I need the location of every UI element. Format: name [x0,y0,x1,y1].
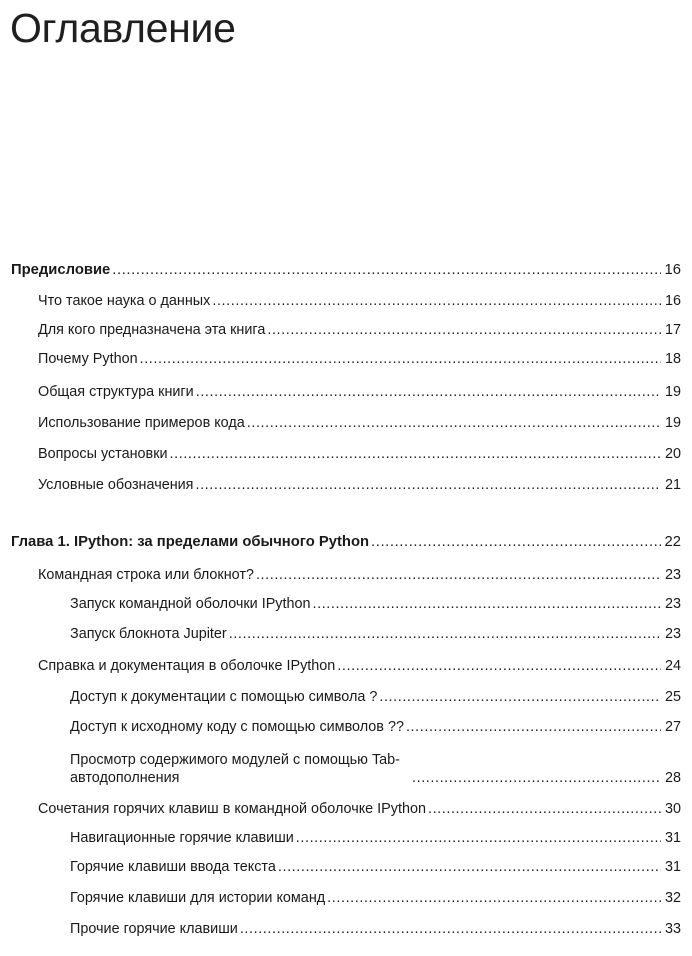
toc-entry [38,657,681,675]
toc-entry-page-number: 21 [664,477,681,493]
toc-entry-label: Прочие горячие клавиши [70,921,238,937]
toc-dot-leader [278,858,661,876]
toc-entry [38,800,681,818]
toc-entry-label: Условные обозначения [38,477,194,493]
toc-entry-label: Доступ к документации с помощью символа ? [70,689,378,705]
toc-entry [70,718,681,736]
toc-dot-leader [337,657,661,675]
toc-entry [38,350,681,368]
toc-entry-page-number: 22 [664,534,681,550]
toc-entry-label: Для кого предназначена эта книга [38,322,266,338]
toc-entry-page-number: 19 [664,415,681,431]
toc-entry [70,688,681,706]
toc-entry-label: Командная строка или блокнот? [38,567,254,583]
toc-dot-leader [256,566,661,584]
toc-entry [70,858,681,876]
toc-entry-label: Вопросы установки [38,446,168,462]
page-title: Оглавление [10,5,236,51]
toc-entry [70,595,681,613]
toc-entry-label: Предисловие [11,262,111,278]
toc-dot-leader [112,261,661,279]
toc-dot-leader [296,829,661,847]
toc-entry-page-number: 16 [664,293,681,309]
toc-dot-leader [428,800,661,818]
toc-entry [11,261,681,279]
toc-entry [11,533,681,551]
toc-entry [70,889,681,907]
toc-entry-page-number: 25 [664,689,681,705]
toc-dot-leader [371,533,661,551]
toc-dot-leader [327,889,661,907]
toc-dot-leader [313,595,661,613]
toc-entry [70,625,681,643]
toc-entry-label: Доступ к исходному коду с помощью символов ?? [70,719,404,735]
toc-entry-page-number: 16 [664,262,681,278]
toc-entry-label: Горячие клавиши для истории команд [70,890,326,906]
toc-dot-leader [140,350,661,368]
toc-entry-page-number: 30 [664,801,681,817]
toc-dot-leader [247,414,661,432]
toc-entry-label: Общая структура книги [38,384,194,400]
toc-entry-page-number: 18 [664,351,681,367]
toc-entry-page-number: 27 [664,719,681,735]
toc-entry [70,829,681,847]
toc-entry-page-number: 32 [664,890,681,906]
toc-entry-label: Что такое наука о данных [38,293,211,309]
toc-entry-page-number: 24 [664,658,681,674]
toc-entry-label: Запуск блокнота Jupiter [70,626,227,642]
toc-entry-page-number: 23 [664,596,681,612]
toc-entry-page-number: 23 [664,626,681,642]
toc-dot-leader [379,688,661,706]
toc-entry-label: Глава 1. IPython: за пределами обычного Python [11,534,370,550]
toc-entry [38,445,681,463]
toc-entry [38,292,681,310]
toc-entry-page-number: 20 [664,446,681,462]
toc-entry-page-number: 31 [664,830,681,846]
toc-entry [38,383,681,401]
toc-entry [38,414,681,432]
toc-entry [38,321,681,339]
toc-entry-label: Справка и документация в оболочке IPython [38,658,336,674]
toc-dot-leader [170,445,661,463]
toc-entry-label: Сочетания горячих клавиш в командной оболочке IPython [38,801,426,817]
toc-entry-page-number: 31 [664,859,681,875]
toc-entry-page-number: 33 [664,921,681,937]
toc-entry-label: Горячие клавиши ввода текста [70,859,276,875]
toc-entry-label: Навигационные горячие клавиши [70,830,294,846]
toc-entry-page-number: 17 [664,322,681,338]
toc-dot-leader [195,476,661,494]
toc-dot-leader [267,321,661,339]
toc-dot-leader [212,292,661,310]
toc-entry [38,476,681,494]
toc-entry [38,566,681,584]
toc-entry-page-number: 28 [664,770,681,786]
toc-dot-leader [406,718,661,736]
toc-dot-leader [240,920,661,938]
toc-entry-label: Почему Python [38,351,138,367]
toc-entry [70,920,681,938]
toc-entry-page-number: 23 [664,567,681,583]
toc-entry-label: Запуск командной оболочки IPython [70,596,311,612]
toc-entry [70,751,681,787]
toc-dot-leader [412,769,661,787]
toc-entry-label: Просмотр содержимого модулей с помощью Tab-автодополнения [70,752,400,786]
toc-dot-leader [196,383,661,401]
toc-entry-label: Использование примеров кода [38,415,245,431]
toc-dot-leader [229,625,661,643]
toc-entry-page-number: 19 [664,384,681,400]
